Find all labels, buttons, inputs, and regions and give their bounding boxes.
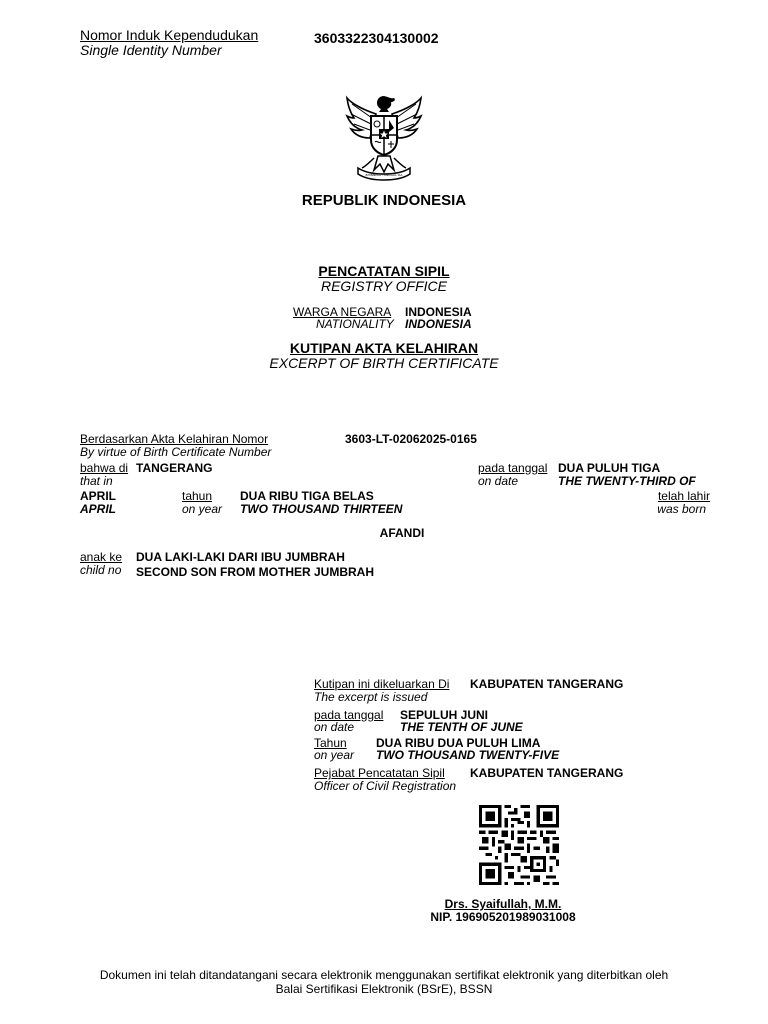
- office-title-en: REGISTRY OFFICE: [320, 278, 447, 294]
- document-title-en: EXCERPT OF BIRTH CERTIFICATE: [269, 355, 499, 371]
- office-title: PENCATATAN SIPIL: [318, 263, 450, 279]
- birth-month-value-en: APRIL: [80, 502, 116, 516]
- document-title: KUTIPAN AKTA KELAHIRAN: [289, 340, 479, 356]
- signatory-nip: NIP. 196905201989031008: [430, 910, 576, 924]
- nationality-value-en: INDONESIA: [405, 317, 472, 331]
- signatory-name: Drs. Syaifullah, M.M.: [444, 897, 562, 911]
- act-number-value: 3603-LT-02062025-0165: [345, 432, 477, 446]
- nationality-value: INDONESIA: [405, 305, 472, 319]
- nik-label: Nomor Induk Kependudukan: [80, 27, 259, 43]
- birth-month-value: APRIL: [80, 489, 116, 503]
- birth-date-label: pada tanggal: [478, 461, 548, 475]
- nik-label-en: Single Identity Number: [80, 42, 222, 58]
- birth-place-label-en: that in: [80, 474, 113, 488]
- issued-year-label-en: on year: [314, 748, 355, 762]
- child-order-label-en: child no: [80, 563, 122, 577]
- child-order-value: DUA LAKI-LAKI DARI IBU JUMBRAH: [136, 550, 345, 564]
- footer-line-1: Dokumen ini telah ditandatangani secara elektronik menggunakan sertifikat elektronik yang diterbitkan oleh: [99, 968, 669, 982]
- nik-value: 3603322304130002: [314, 30, 439, 46]
- child-name: AFANDI: [379, 526, 425, 540]
- birth-date-label-en: on date: [478, 474, 519, 488]
- birth-year-value: DUA RIBU TIGA BELAS: [240, 489, 374, 503]
- birth-date-value-en: THE TWENTY-THIRD OF: [558, 474, 696, 488]
- birth-year-value-en: TWO THOUSAND THIRTEEN: [240, 502, 403, 516]
- issued-year-value-en: TWO THOUSAND TWENTY-FIVE: [376, 748, 560, 762]
- birth-date-value: DUA PULUH TIGA: [558, 461, 661, 475]
- officer-label-en: Officer of Civil Registration: [314, 779, 457, 793]
- child-order-value-en: SECOND SON FROM MOTHER JUMBRAH: [136, 565, 375, 579]
- issued-date-value-en: THE TENTH OF JUNE: [400, 720, 523, 734]
- officer-value: KABUPATEN TANGERANG: [470, 766, 624, 780]
- issued-date-label-en: on date: [314, 720, 355, 734]
- issued-year-value: DUA RIBU DUA PULUH LIMA: [376, 736, 541, 750]
- child-order-label: anak ke: [80, 550, 123, 564]
- act-number-label: Berdasarkan Akta Kelahiran Nomor: [80, 432, 269, 446]
- issued-place-label-en: The excerpt is issued: [314, 690, 428, 704]
- birth-place-label: bahwa di: [80, 461, 129, 475]
- act-number-label-en: By virtue of Birth Certificate Number: [80, 445, 272, 459]
- born-label-en: was born: [657, 502, 706, 516]
- issued-date-label: pada tanggal: [314, 708, 384, 722]
- qr-code-icon: [478, 805, 560, 885]
- emblem-motto-text: BHINNEKA TUNGGAL IKA: [365, 173, 403, 177]
- country-title: REPUBLIK INDONESIA: [301, 192, 467, 209]
- issued-year-label: Tahun: [314, 736, 347, 750]
- birth-place-value: TANGERANG: [136, 461, 213, 475]
- issued-date-value: SEPULUH JUNI: [400, 708, 489, 722]
- officer-label: Pejabat Pencatatan Sipil: [314, 766, 445, 780]
- birth-year-label: tahun: [182, 489, 213, 503]
- nationality-label-en: NATIONALITY: [316, 317, 394, 331]
- birth-year-label-en: on year: [182, 502, 223, 516]
- issued-place-label: Kutipan ini dikeluarkan Di: [314, 677, 450, 691]
- born-label: telah lahir: [657, 489, 710, 503]
- nationality-label: WARGA NEGARA: [293, 305, 392, 319]
- footer-line-2: Balai Sertifikasi Elektronik (BSrE), BSSN: [275, 982, 493, 996]
- garuda-pancasila-emblem-icon: [344, 92, 424, 186]
- issued-place-value: KABUPATEN TANGERANG: [470, 677, 624, 691]
